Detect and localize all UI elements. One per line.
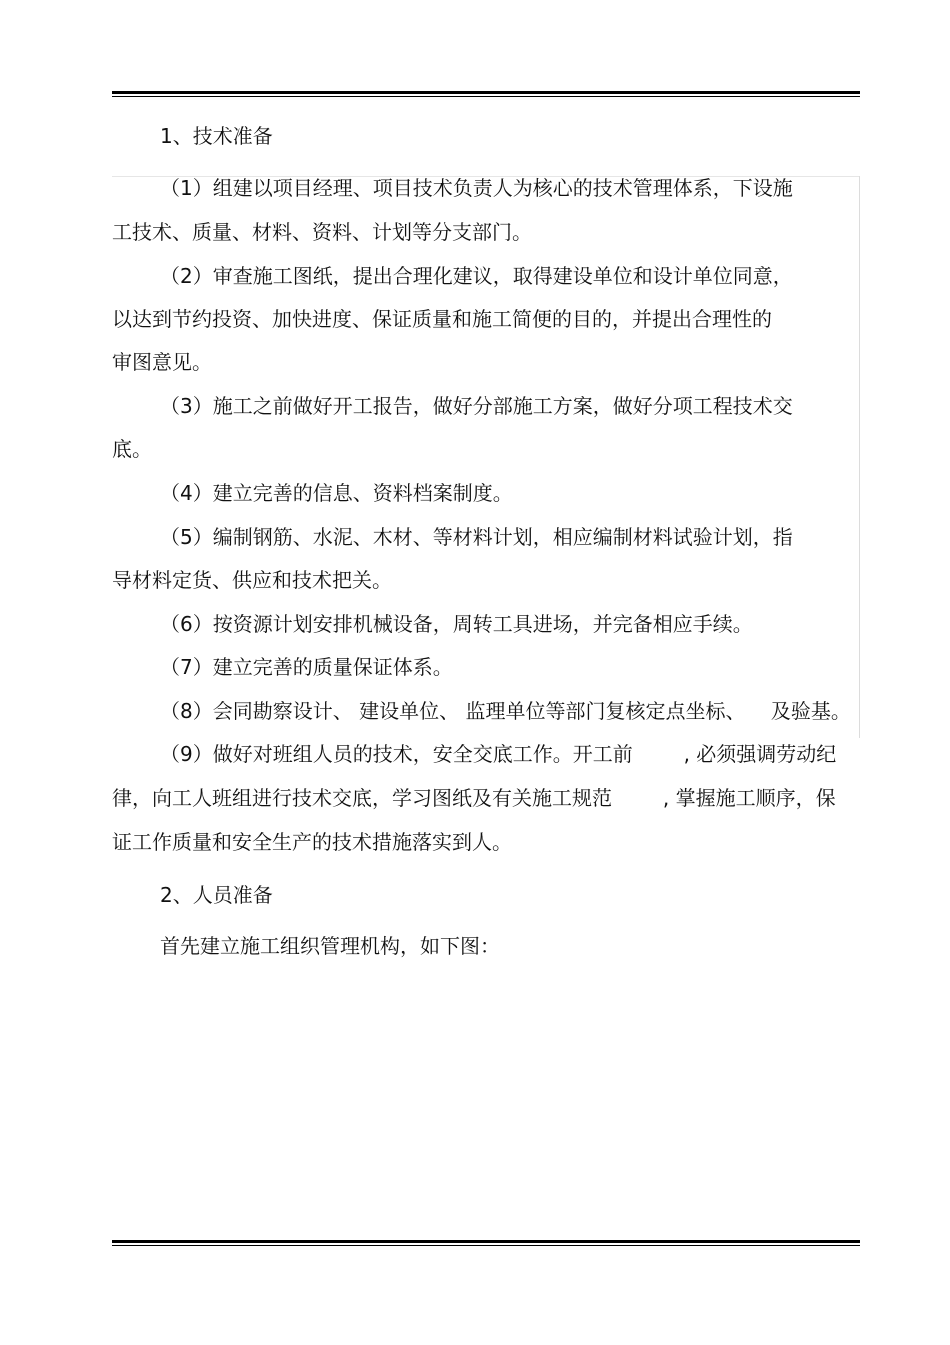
paragraph-2-line-1: （2）审查施工图纸，提出合理化建议，取得建设单位和设计单位同意， — [160, 264, 793, 288]
paragraph-5-line-2: 导材料定货、供应和技术把关。 — [112, 568, 392, 592]
paragraph-2-line-3: 审图意见。 — [112, 350, 212, 374]
paragraph-9-line-2: 律，向工人班组进行技术交底，学习图纸及有关施工规范 , 掌握施工顺序，保 — [112, 786, 836, 810]
paragraph-9-line-3: 证工作质量和安全生产的技术措施落实到人。 — [112, 830, 512, 854]
paragraph-4: （4）建立完善的信息、资料档案制度。 — [160, 481, 513, 505]
section-heading-staff: 2、人员准备 — [160, 883, 273, 907]
paragraph-7: （7）建立完善的质量保证体系。 — [160, 655, 453, 679]
text-frame-right-border — [859, 176, 860, 738]
paragraph-2-line-2: 以达到节约投资、加快进度、保证质量和施工简便的目的，并提出合理性的 — [112, 307, 772, 331]
paragraph-6: （6）按资源计划安排机械设备，周转工具进场，并完备相应手续。 — [160, 612, 753, 636]
paragraph-1-line-2: 工技术、质量、材料、资料、计划等分支部门。 — [112, 220, 532, 244]
paragraph-8: （8）会同勘察设计、 建设单位、 监理单位等部门复核定点坐标、 及验基。 — [160, 699, 851, 723]
paragraph-3-line-1: （3）施工之前做好开工报告，做好分部施工方案，做好分项工程技术交 — [160, 394, 793, 418]
paragraph-3-line-2: 底。 — [112, 437, 152, 461]
footer-rule — [112, 1240, 860, 1246]
section-heading-tech: 1、技术准备 — [160, 124, 273, 148]
paragraph-5-line-1: （5）编制钢筋、水泥、木材、等材料计划，相应编制材料试验计划，指 — [160, 525, 793, 549]
header-rule — [112, 91, 860, 97]
paragraph-1-line-1: （1）组建以项目经理、项目技术负责人为核心的技术管理体系，下设施 — [160, 176, 793, 200]
org-chart-intro: 首先建立施工组织管理机构，如下图： — [160, 934, 500, 958]
paragraph-9-line-1: （9）做好对班组人员的技术，安全交底工作。开工前 , 必须强调劳动纪 — [160, 742, 837, 766]
